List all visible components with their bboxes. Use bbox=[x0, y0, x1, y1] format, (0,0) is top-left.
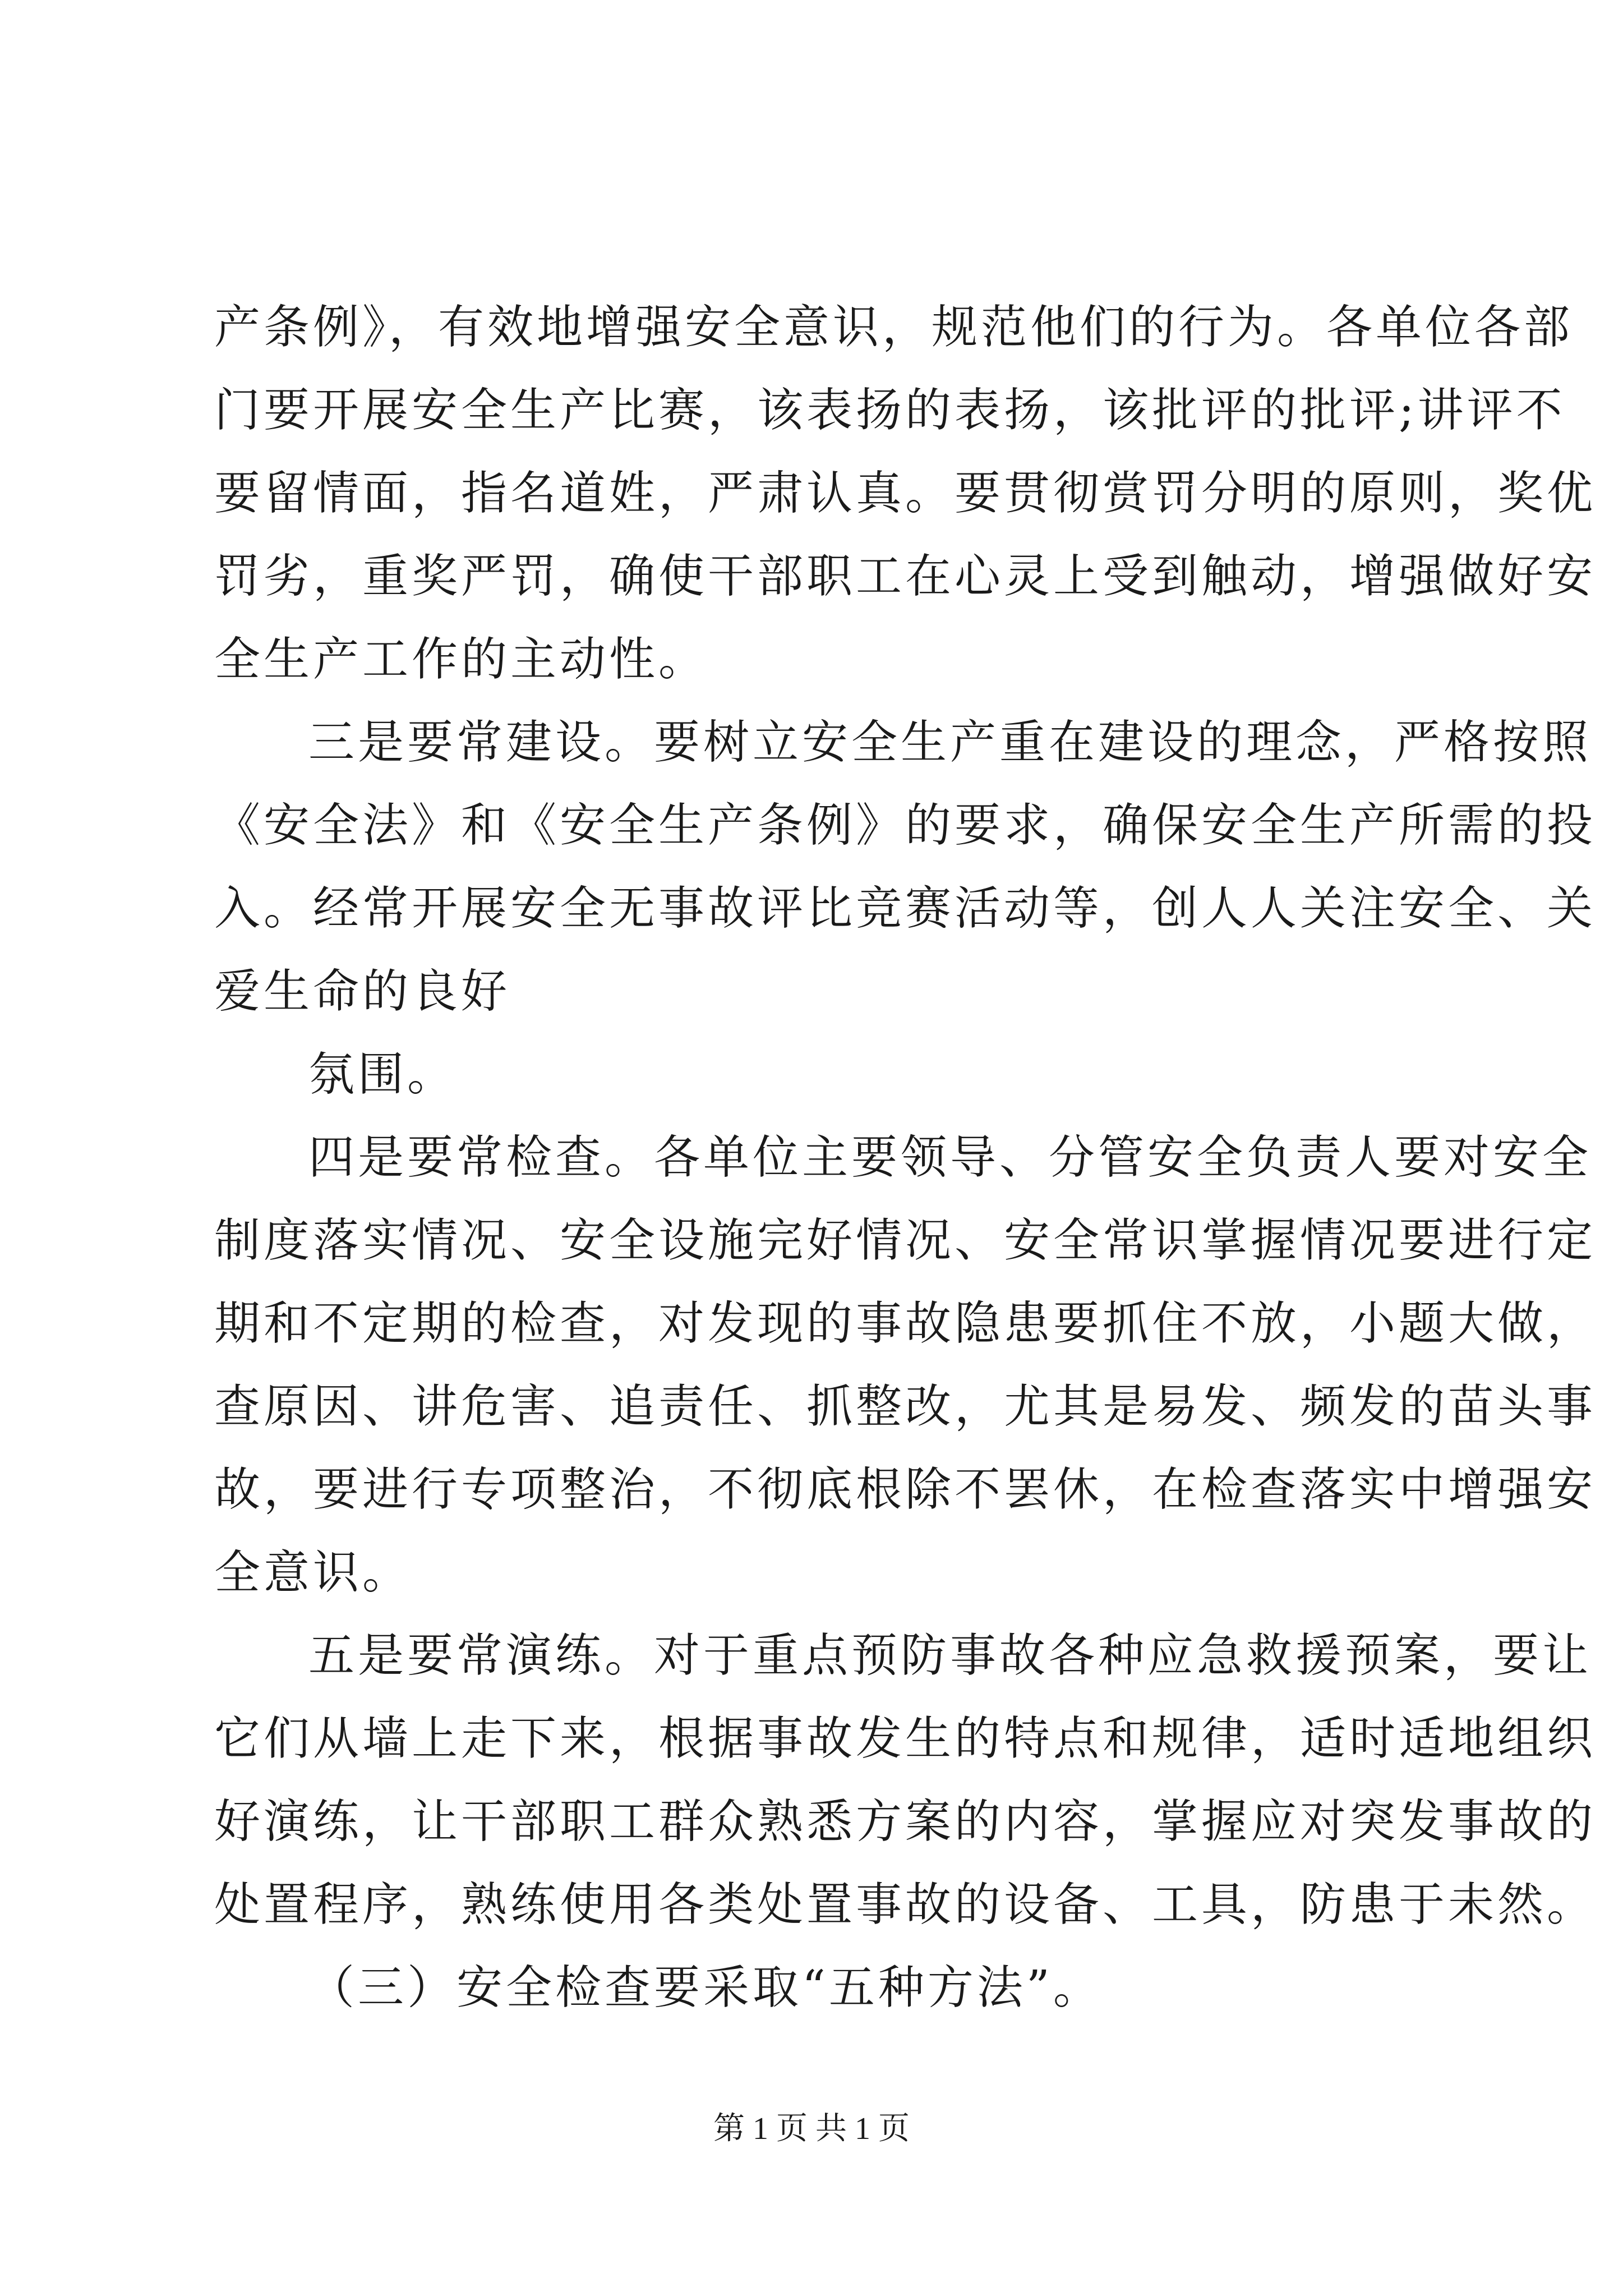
text-line: 门要开展安全生产比赛，该表扬的表扬，该批评的批评;讲评不 bbox=[214, 384, 1566, 437]
page-footer bbox=[0, 2106, 1623, 2151]
paragraph-start-line: 三是要常建设。要树立安全生产重在建设的理念，严格按照 bbox=[308, 716, 1592, 769]
text-line: 《安全法》和《安全生产条例》的要求，确保安全生产所需的投 bbox=[214, 799, 1597, 852]
page-number-label: 第 1 页 共 1 页 bbox=[713, 2111, 910, 2146]
text-line: 期和不定期的检查，对发现的事故隐患要抓住不放，小题大做， bbox=[214, 1297, 1597, 1350]
text-line: 制度落实情况、安全设施完好情况、安全常识掌握情况要进行定 bbox=[214, 1214, 1597, 1267]
text-line: 罚劣，重奖严罚，确使干部职工在心灵上受到触动，增强做好安 bbox=[214, 550, 1597, 603]
paragraph-start-line: 五是要常演练。对于重点预防事故各种应急救援预案，要让 bbox=[308, 1629, 1592, 1682]
text-line: 爱生命的良好 bbox=[214, 965, 511, 1018]
text-line: 查原因、讲危害、追责任、抓整改，尤其是易发、频发的苗头事 bbox=[214, 1380, 1597, 1433]
text-line: 它们从墙上走下来，根据事故发生的特点和规律，适时适地组织 bbox=[214, 1712, 1597, 1765]
text-line: 入。经常开展安全无事故评比竞赛活动等，创人人关注安全、关 bbox=[214, 882, 1597, 935]
text-line: 要留情面，指名道姓，严肃认真。要贯彻赏罚分明的原则，奖优 bbox=[214, 467, 1597, 520]
text-line: 好演练，让干部职工群众熟悉方案的内容，掌握应对突发事故的 bbox=[214, 1795, 1597, 1848]
text-line: 产条例》，有效地增强安全意识，规范他们的行为。各单位各部 bbox=[214, 301, 1574, 354]
paragraph-start-line: 氛围。 bbox=[308, 1048, 457, 1101]
text-line: 全生产工作的主动性。 bbox=[214, 633, 708, 686]
text-line: 故，要进行专项整治，不彻底根除不罢休，在检查落实中增强安 bbox=[214, 1463, 1597, 1516]
section-heading-line: （三）安全检查要采取“五种方法”。 bbox=[308, 1961, 1103, 2014]
text-line: 处置程序，熟练使用各类处置事故的设备、工具，防患于未然。 bbox=[214, 1878, 1597, 1931]
document-body bbox=[214, 286, 1597, 2030]
paragraph-start-line: 四是要常检查。各单位主要领导、分管安全负责人要对安全 bbox=[308, 1131, 1592, 1184]
text-line: 全意识。 bbox=[214, 1546, 412, 1599]
